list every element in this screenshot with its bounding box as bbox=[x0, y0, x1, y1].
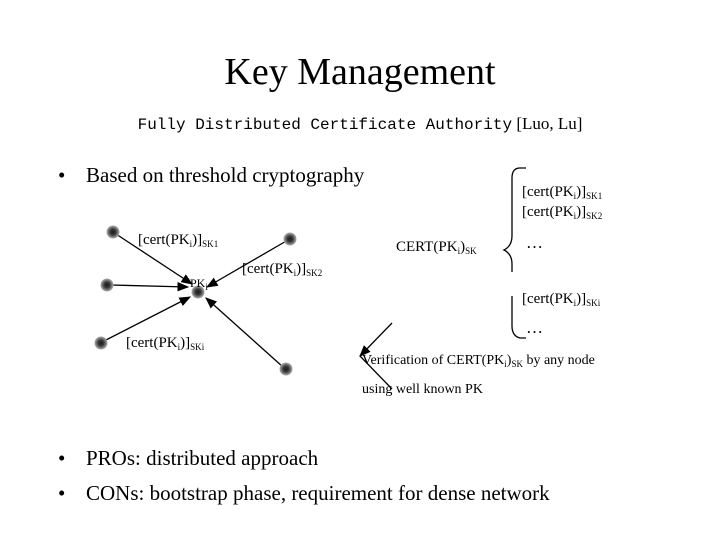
subtitle-mono: Fully Distributed Certificate Authority bbox=[137, 116, 513, 134]
node-lower-right bbox=[280, 363, 293, 376]
node-top-right bbox=[284, 233, 297, 246]
node-left-middle bbox=[101, 279, 114, 292]
arrow-lower-right bbox=[206, 298, 283, 367]
label-share-1: $[cert(PK_i)]_{SK1}$ bbox=[138, 232, 219, 249]
list-share-i: $[cert(PK_i)]_{SKi}$ bbox=[522, 291, 601, 308]
subtitle-reference: [Luo, Lu] bbox=[516, 114, 583, 133]
list-share-1: $[cert(PK_i)]_{SK1}$ bbox=[522, 184, 603, 201]
bullet-dot-icon: • bbox=[58, 446, 66, 470]
label-combined-cert: $CERT(PK_i)_{SK}$ bbox=[396, 239, 477, 256]
bullet-dot-icon: • bbox=[58, 163, 66, 187]
bullet-text: CONs: bootstrap phase, requirement for dense network bbox=[86, 481, 550, 505]
list-ellipsis-bottom: … bbox=[526, 318, 543, 337]
page-title: Key Management bbox=[224, 51, 496, 93]
list-share-2: $[cert(PK_i)]_{SK2}$ bbox=[522, 204, 603, 221]
label-share-2: $[cert(PK_i)]_{SK2}$ bbox=[242, 261, 323, 278]
node-left-upper bbox=[107, 226, 120, 239]
verification-arrow bbox=[360, 323, 392, 356]
verification-line-2: using well known PK bbox=[362, 382, 483, 397]
arrow-left-middle bbox=[111, 285, 188, 287]
label-pk-node: $PK_i$ bbox=[190, 276, 208, 292]
bullet-dot-icon: • bbox=[58, 481, 66, 505]
bullet-text: Based on threshold cryptography bbox=[86, 163, 365, 187]
bullet-text: PROs: distributed approach bbox=[86, 446, 319, 470]
label-share-i: $[cert(PK_i)]_{SKi}$ bbox=[126, 335, 205, 352]
list-ellipsis-top: … bbox=[526, 233, 543, 252]
verification-line-1: Verification of $CERT(PK_i)_{SK}$ by any node bbox=[362, 353, 595, 369]
node-left-lower bbox=[95, 337, 108, 350]
